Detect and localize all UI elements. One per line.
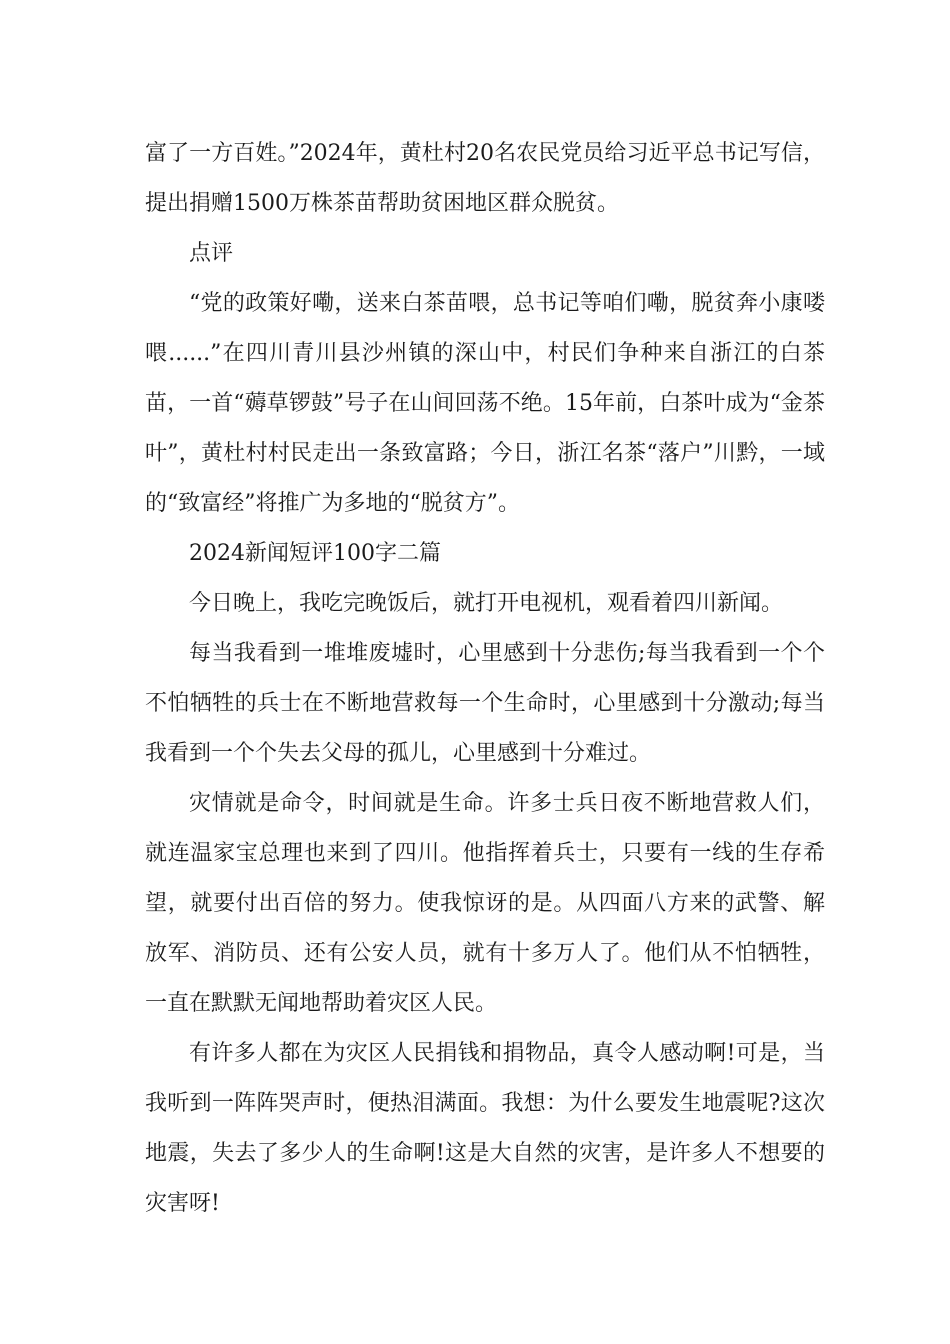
section-heading-title: 2024新闻短评100字二篇 bbox=[189, 541, 441, 566]
paragraph: 今日晚上，我吃完晚饭后，就打开电视机，观看着四川新闻。 bbox=[189, 591, 784, 616]
section-heading-comment: 点评 bbox=[189, 241, 234, 266]
paragraph: 有许多人都在为灾区人民捐钱和捐物品，真令人感动啊!可是，当我听到一阵阵哭声时，便热泪满面。我想：为什么要发生地震呢?这次地震，失去了多少人的生命啊!这是大自然的灾害，是许多人不想要的灾害呀! bbox=[145, 1041, 825, 1216]
paragraph: 灾情就是命令，时间就是生命。许多士兵日夜不断地营救人们，就连温家宝总理也来到了四川。他指挥着兵士，只要有一线的生存希望，就要付出百倍的努力。使我惊讶的是。从四面八方来的武警、解放军、消防员、还有公安人员，就有十多万人了。他们从不怕牺牲，一直在默默无闻地帮助着灾区人民。 bbox=[145, 791, 825, 1016]
paragraph-comment: “党的政策好嘞，送来白茶苗喂，总书记等咱们嘞，脱贫奔小康喽喂......”在四川青川县沙州镇的深山中，村民们争种来自浙江的白茶苗，一首“薅草锣鼓”号子在山间回荡不绝。15年前，白茶叶成为“金茶叶”，黄杜村村民走出一条致富路；今日，浙江名茶“落户”川黔，一域的“致富经”将推广为多地的“脱贫方”。 bbox=[145, 291, 825, 516]
paragraph-continuation: 富了一方百姓。”2024年，黄杜村20名农民党员给习近平总书记写信，提出捐赠1500万株茶苗帮助贫困地区群众脱贫。 bbox=[145, 141, 825, 216]
paragraph: 每当我看到一堆堆废墟时，心里感到十分悲伤;每当我看到一个个不怕牺牲的兵士在不断地营救每一个生命时，心里感到十分激动;每当我看到一个个失去父母的孤儿，心里感到十分难过。 bbox=[145, 641, 825, 766]
document-body bbox=[145, 129, 825, 1229]
